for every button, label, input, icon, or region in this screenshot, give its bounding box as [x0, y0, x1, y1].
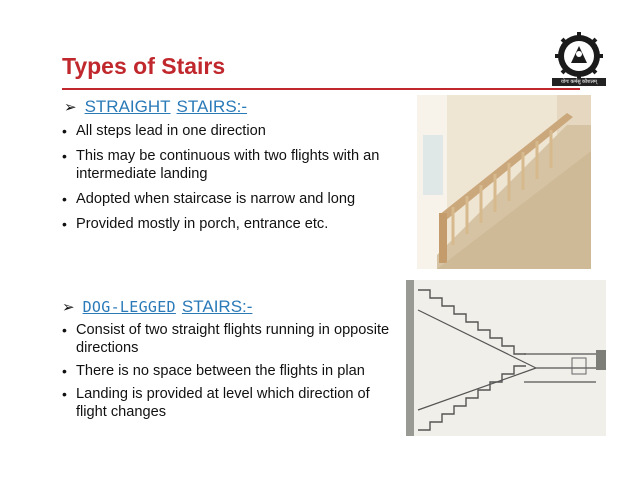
heading-word: STAIRS:-: [181, 297, 253, 316]
heading-word: STAIRS:-: [176, 97, 248, 116]
straight-stairs-bullets: [62, 122, 407, 240]
title-rule: [62, 88, 580, 90]
bullet-item: • Consist of two straight flights running in opposite directions: [62, 321, 402, 357]
slide-title-block: [62, 52, 582, 80]
bullet-item: • Provided mostly in porch, entrance etc.: [62, 215, 407, 233]
dog-legged-staircase-drawing: [406, 280, 606, 436]
heading-word: STRAIGHT: [84, 97, 171, 116]
heading-word: DOG-LEGGED: [82, 298, 176, 316]
arrow-bullet-icon: ➢: [64, 99, 77, 116]
arrow-bullet-icon: ➢: [62, 299, 75, 316]
straight-stairs-heading: [64, 97, 247, 117]
dog-legged-stairs-heading: [62, 297, 252, 317]
bullet-item: • There is no space between the flights in plan: [62, 362, 402, 380]
bullet-item: • Adopted when staircase is narrow and long: [62, 190, 407, 208]
slide-title: Types of Stairs: [62, 53, 226, 79]
bullet-item: • Landing is provided at level which direction of flight changes: [62, 385, 402, 421]
straight-staircase-photo: [417, 95, 591, 269]
logo-caption: योगः कर्मसु कौशलम्: [552, 78, 606, 86]
dog-legged-stairs-bullets: [62, 321, 402, 426]
bullet-item: • This may be continuous with two flights with an intermediate landing: [62, 147, 407, 183]
bullet-item: • All steps lead in one direction: [62, 122, 407, 140]
